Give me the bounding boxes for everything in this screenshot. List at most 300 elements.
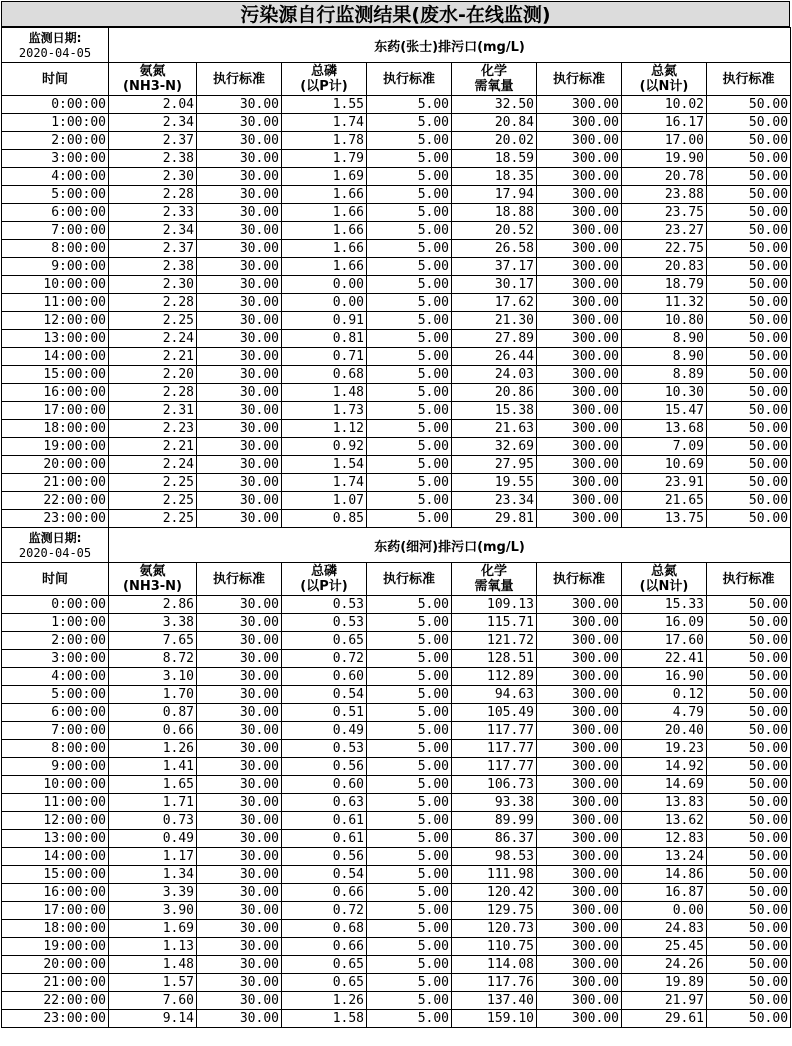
cell-total-nitrogen: 23.88 bbox=[622, 186, 707, 204]
cell-cod: 17.62 bbox=[452, 294, 537, 312]
cell-ammonia-nitrogen: 0.66 bbox=[109, 722, 197, 740]
cell-total-phosphorus: 0.60 bbox=[282, 668, 367, 686]
cell-cod: 20.02 bbox=[452, 132, 537, 150]
cell-cod-standard: 300.00 bbox=[537, 956, 622, 974]
cell-nitrogen-standard: 50.00 bbox=[707, 114, 791, 132]
cell-phosphorus-standard: 5.00 bbox=[367, 150, 452, 168]
cell-total-phosphorus: 1.74 bbox=[282, 474, 367, 492]
cell-phosphorus-standard: 5.00 bbox=[367, 776, 452, 794]
table-row bbox=[2, 348, 791, 366]
table-row bbox=[2, 150, 791, 168]
cell-time: 18:00:00 bbox=[2, 920, 109, 938]
header-line-1: 总氮 bbox=[650, 64, 677, 79]
cell-time: 11:00:00 bbox=[2, 794, 109, 812]
header-cod-standard bbox=[537, 563, 622, 596]
cell-ammonia-nitrogen: 2.25 bbox=[109, 510, 197, 528]
table-row bbox=[2, 132, 791, 150]
cell-phosphorus-standard: 5.00 bbox=[367, 992, 452, 1010]
header-line-2: (NH3-N) bbox=[123, 79, 182, 94]
cell-total-phosphorus: 0.54 bbox=[282, 686, 367, 704]
header-line-1: 氨氮 bbox=[139, 564, 166, 579]
table-row bbox=[2, 596, 791, 614]
cell-nitrogen-standard: 50.00 bbox=[707, 722, 791, 740]
cell-ammonia-nitrogen: 0.49 bbox=[109, 830, 197, 848]
cell-nitrogen-standard: 50.00 bbox=[707, 204, 791, 222]
cell-time: 6:00:00 bbox=[2, 204, 109, 222]
cell-ammonia-nitrogen: 7.60 bbox=[109, 992, 197, 1010]
cell-total-phosphorus: 0.85 bbox=[282, 510, 367, 528]
cell-nitrogen-standard: 50.00 bbox=[707, 884, 791, 902]
cell-total-phosphorus: 0.49 bbox=[282, 722, 367, 740]
cell-nitrogen-standard: 50.00 bbox=[707, 168, 791, 186]
header-total-nitrogen bbox=[622, 63, 707, 96]
cell-nitrogen-standard: 50.00 bbox=[707, 348, 791, 366]
cell-cod: 15.38 bbox=[452, 402, 537, 420]
table-row bbox=[2, 740, 791, 758]
cell-cod-standard: 300.00 bbox=[537, 632, 622, 650]
cell-nitrogen-standard: 50.00 bbox=[707, 902, 791, 920]
cell-nitrogen-standard: 50.00 bbox=[707, 150, 791, 168]
header-total-phosphorus bbox=[282, 63, 367, 96]
cell-total-nitrogen: 15.47 bbox=[622, 402, 707, 420]
cell-cod-standard: 300.00 bbox=[537, 312, 622, 330]
cell-ammonia-nitrogen: 2.31 bbox=[109, 402, 197, 420]
cell-ammonia-nitrogen: 2.38 bbox=[109, 150, 197, 168]
cell-cod: 105.49 bbox=[452, 704, 537, 722]
cell-ammonia-nitrogen: 2.33 bbox=[109, 204, 197, 222]
cell-cod-standard: 300.00 bbox=[537, 402, 622, 420]
cell-time: 23:00:00 bbox=[2, 1010, 109, 1028]
cell-total-phosphorus: 1.58 bbox=[282, 1010, 367, 1028]
cell-cod: 117.76 bbox=[452, 974, 537, 992]
cell-ammonia-nitrogen: 2.23 bbox=[109, 420, 197, 438]
cell-phosphorus-standard: 5.00 bbox=[367, 812, 452, 830]
cell-time: 19:00:00 bbox=[2, 438, 109, 456]
cell-total-phosphorus: 0.71 bbox=[282, 348, 367, 366]
header-total-phosphorus bbox=[282, 563, 367, 596]
table-row bbox=[2, 686, 791, 704]
cell-ammonia-nitrogen: 2.25 bbox=[109, 474, 197, 492]
cell-total-nitrogen: 25.45 bbox=[622, 938, 707, 956]
cell-ammonia-standard: 30.00 bbox=[197, 776, 282, 794]
cell-phosphorus-standard: 5.00 bbox=[367, 366, 452, 384]
cell-ammonia-standard: 30.00 bbox=[197, 330, 282, 348]
cell-cod: 17.94 bbox=[452, 186, 537, 204]
cell-time: 20:00:00 bbox=[2, 956, 109, 974]
cell-total-nitrogen: 20.83 bbox=[622, 258, 707, 276]
cell-nitrogen-standard: 50.00 bbox=[707, 492, 791, 510]
cell-time: 11:00:00 bbox=[2, 294, 109, 312]
cell-ammonia-standard: 30.00 bbox=[197, 992, 282, 1010]
cell-total-phosphorus: 0.91 bbox=[282, 312, 367, 330]
cell-phosphorus-standard: 5.00 bbox=[367, 1010, 452, 1028]
cell-total-phosphorus: 0.61 bbox=[282, 830, 367, 848]
cell-ammonia-nitrogen: 1.65 bbox=[109, 776, 197, 794]
cell-nitrogen-standard: 50.00 bbox=[707, 686, 791, 704]
cell-cod: 86.37 bbox=[452, 830, 537, 848]
cell-phosphorus-standard: 5.00 bbox=[367, 704, 452, 722]
cell-total-nitrogen: 13.75 bbox=[622, 510, 707, 528]
cell-cod: 120.42 bbox=[452, 884, 537, 902]
header-line-1: 执行标准 bbox=[722, 71, 775, 87]
cell-ammonia-standard: 30.00 bbox=[197, 312, 282, 330]
cell-time: 22:00:00 bbox=[2, 492, 109, 510]
cell-cod-standard: 300.00 bbox=[537, 132, 622, 150]
cell-ammonia-nitrogen: 2.24 bbox=[109, 330, 197, 348]
cell-ammonia-standard: 30.00 bbox=[197, 632, 282, 650]
header-cod bbox=[452, 63, 537, 96]
cell-ammonia-standard: 30.00 bbox=[197, 474, 282, 492]
cell-ammonia-standard: 30.00 bbox=[197, 902, 282, 920]
cell-time: 23:00:00 bbox=[2, 510, 109, 528]
table-row bbox=[2, 474, 791, 492]
cell-total-nitrogen: 20.78 bbox=[622, 168, 707, 186]
table-row bbox=[2, 650, 791, 668]
cell-total-nitrogen: 23.27 bbox=[622, 222, 707, 240]
cell-cod-standard: 300.00 bbox=[537, 848, 622, 866]
cell-total-phosphorus: 0.66 bbox=[282, 938, 367, 956]
cell-total-phosphorus: 0.65 bbox=[282, 632, 367, 650]
cell-cod: 93.38 bbox=[452, 794, 537, 812]
cell-total-nitrogen: 18.79 bbox=[622, 276, 707, 294]
cell-time: 12:00:00 bbox=[2, 312, 109, 330]
cell-phosphorus-standard: 5.00 bbox=[367, 740, 452, 758]
cell-total-phosphorus: 0.68 bbox=[282, 920, 367, 938]
table-row bbox=[2, 758, 791, 776]
cell-time: 14:00:00 bbox=[2, 348, 109, 366]
cell-total-nitrogen: 8.90 bbox=[622, 348, 707, 366]
cell-phosphorus-standard: 5.00 bbox=[367, 902, 452, 920]
cell-total-nitrogen: 29.61 bbox=[622, 1010, 707, 1028]
table-row bbox=[2, 1010, 791, 1028]
cell-total-phosphorus: 0.54 bbox=[282, 866, 367, 884]
cell-time: 10:00:00 bbox=[2, 276, 109, 294]
cell-nitrogen-standard: 50.00 bbox=[707, 222, 791, 240]
date-label: 监测日期: bbox=[28, 30, 82, 45]
cell-total-phosphorus: 0.00 bbox=[282, 276, 367, 294]
header-ammonia-standard bbox=[197, 63, 282, 96]
cell-cod: 115.71 bbox=[452, 614, 537, 632]
cell-ammonia-standard: 30.00 bbox=[197, 848, 282, 866]
cell-cod-standard: 300.00 bbox=[537, 492, 622, 510]
cell-total-phosphorus: 1.66 bbox=[282, 222, 367, 240]
cell-ammonia-nitrogen: 2.04 bbox=[109, 96, 197, 114]
cell-cod-standard: 300.00 bbox=[537, 902, 622, 920]
cell-cod: 23.34 bbox=[452, 492, 537, 510]
cell-nitrogen-standard: 50.00 bbox=[707, 758, 791, 776]
cell-nitrogen-standard: 50.00 bbox=[707, 1010, 791, 1028]
header-line-1: 执行标准 bbox=[552, 571, 605, 587]
table-row bbox=[2, 992, 791, 1010]
cell-ammonia-nitrogen: 3.10 bbox=[109, 668, 197, 686]
cell-total-nitrogen: 16.17 bbox=[622, 114, 707, 132]
cell-cod-standard: 300.00 bbox=[537, 474, 622, 492]
cell-cod: 128.51 bbox=[452, 650, 537, 668]
header-line-1: 时间 bbox=[41, 71, 68, 87]
table-body bbox=[2, 28, 791, 1028]
cell-phosphorus-standard: 5.00 bbox=[367, 330, 452, 348]
cell-nitrogen-standard: 50.00 bbox=[707, 402, 791, 420]
cell-nitrogen-standard: 50.00 bbox=[707, 132, 791, 150]
table-row bbox=[2, 974, 791, 992]
cell-total-phosphorus: 1.74 bbox=[282, 114, 367, 132]
cell-time: 10:00:00 bbox=[2, 776, 109, 794]
cell-cod-standard: 300.00 bbox=[537, 668, 622, 686]
table-row bbox=[2, 492, 791, 510]
cell-nitrogen-standard: 50.00 bbox=[707, 650, 791, 668]
cell-ammonia-nitrogen: 1.69 bbox=[109, 920, 197, 938]
cell-time: 1:00:00 bbox=[2, 114, 109, 132]
cell-time: 22:00:00 bbox=[2, 992, 109, 1010]
cell-ammonia-nitrogen: 1.70 bbox=[109, 686, 197, 704]
cell-cod: 106.73 bbox=[452, 776, 537, 794]
report-title: 污染源自行监测结果(废水-在线监测) bbox=[1, 1, 790, 27]
cell-cod: 117.77 bbox=[452, 740, 537, 758]
cell-total-phosphorus: 1.07 bbox=[282, 492, 367, 510]
cell-nitrogen-standard: 50.00 bbox=[707, 186, 791, 204]
table-row bbox=[2, 866, 791, 884]
header-line-1: 化学 bbox=[480, 64, 507, 79]
cell-total-nitrogen: 7.09 bbox=[622, 438, 707, 456]
cell-nitrogen-standard: 50.00 bbox=[707, 596, 791, 614]
cell-time: 8:00:00 bbox=[2, 240, 109, 258]
monitoring-date-cell bbox=[2, 528, 109, 563]
header-line-1: 化学 bbox=[480, 564, 507, 579]
cell-total-nitrogen: 10.30 bbox=[622, 384, 707, 402]
table-row bbox=[2, 848, 791, 866]
cell-cod: 112.89 bbox=[452, 668, 537, 686]
cell-total-nitrogen: 13.83 bbox=[622, 794, 707, 812]
cell-phosphorus-standard: 5.00 bbox=[367, 632, 452, 650]
cell-cod-standard: 300.00 bbox=[537, 758, 622, 776]
cell-nitrogen-standard: 50.00 bbox=[707, 938, 791, 956]
header-phosphorus-standard bbox=[367, 563, 452, 596]
cell-phosphorus-standard: 5.00 bbox=[367, 722, 452, 740]
cell-phosphorus-standard: 5.00 bbox=[367, 614, 452, 632]
cell-total-phosphorus: 0.53 bbox=[282, 740, 367, 758]
cell-ammonia-standard: 30.00 bbox=[197, 276, 282, 294]
header-time bbox=[2, 563, 109, 596]
date-value: 2020-04-05 bbox=[18, 545, 92, 560]
table-row bbox=[2, 330, 791, 348]
cell-cod-standard: 300.00 bbox=[537, 1010, 622, 1028]
cell-cod-standard: 300.00 bbox=[537, 366, 622, 384]
cell-ammonia-standard: 30.00 bbox=[197, 510, 282, 528]
cell-cod: 37.17 bbox=[452, 258, 537, 276]
cell-cod-standard: 300.00 bbox=[537, 204, 622, 222]
cell-time: 9:00:00 bbox=[2, 758, 109, 776]
cell-phosphorus-standard: 5.00 bbox=[367, 668, 452, 686]
cell-total-phosphorus: 0.00 bbox=[282, 294, 367, 312]
cell-total-nitrogen: 0.12 bbox=[622, 686, 707, 704]
table-row bbox=[2, 902, 791, 920]
table-row bbox=[2, 96, 791, 114]
header-line-2: (以N计) bbox=[639, 579, 689, 594]
header-line-1: 执行标准 bbox=[382, 71, 435, 87]
cell-total-phosphorus: 0.53 bbox=[282, 614, 367, 632]
date-label: 监测日期: bbox=[28, 530, 82, 545]
table-row bbox=[2, 920, 791, 938]
cell-cod-standard: 300.00 bbox=[537, 420, 622, 438]
cell-phosphorus-standard: 5.00 bbox=[367, 348, 452, 366]
cell-ammonia-nitrogen: 2.37 bbox=[109, 132, 197, 150]
cell-total-nitrogen: 8.89 bbox=[622, 366, 707, 384]
cell-nitrogen-standard: 50.00 bbox=[707, 776, 791, 794]
cell-cod: 109.13 bbox=[452, 596, 537, 614]
cell-cod-standard: 300.00 bbox=[537, 438, 622, 456]
cell-ammonia-standard: 30.00 bbox=[197, 830, 282, 848]
cell-cod: 18.88 bbox=[452, 204, 537, 222]
cell-ammonia-nitrogen: 0.73 bbox=[109, 812, 197, 830]
cell-cod: 110.75 bbox=[452, 938, 537, 956]
cell-total-phosphorus: 0.65 bbox=[282, 956, 367, 974]
cell-total-phosphorus: 1.66 bbox=[282, 258, 367, 276]
cell-ammonia-nitrogen: 0.87 bbox=[109, 704, 197, 722]
cell-cod-standard: 300.00 bbox=[537, 740, 622, 758]
cell-cod: 18.59 bbox=[452, 150, 537, 168]
cell-phosphorus-standard: 5.00 bbox=[367, 258, 452, 276]
cell-ammonia-nitrogen: 9.14 bbox=[109, 1010, 197, 1028]
cell-total-phosphorus: 0.68 bbox=[282, 366, 367, 384]
cell-ammonia-standard: 30.00 bbox=[197, 758, 282, 776]
cell-cod: 26.44 bbox=[452, 348, 537, 366]
cell-ammonia-nitrogen: 2.21 bbox=[109, 348, 197, 366]
cell-total-nitrogen: 13.68 bbox=[622, 420, 707, 438]
table-row bbox=[2, 956, 791, 974]
cell-total-phosphorus: 1.48 bbox=[282, 384, 367, 402]
table-row bbox=[2, 276, 791, 294]
cell-ammonia-standard: 30.00 bbox=[197, 650, 282, 668]
table-row bbox=[2, 384, 791, 402]
cell-ammonia-nitrogen: 2.37 bbox=[109, 240, 197, 258]
cell-ammonia-standard: 30.00 bbox=[197, 492, 282, 510]
cell-ammonia-standard: 30.00 bbox=[197, 938, 282, 956]
cell-ammonia-standard: 30.00 bbox=[197, 812, 282, 830]
cell-ammonia-nitrogen: 3.90 bbox=[109, 902, 197, 920]
cell-total-nitrogen: 19.23 bbox=[622, 740, 707, 758]
cell-ammonia-nitrogen: 2.28 bbox=[109, 384, 197, 402]
cell-total-nitrogen: 16.90 bbox=[622, 668, 707, 686]
table-row bbox=[2, 632, 791, 650]
cell-nitrogen-standard: 50.00 bbox=[707, 510, 791, 528]
cell-cod-standard: 300.00 bbox=[537, 150, 622, 168]
header-ammonia-standard bbox=[197, 563, 282, 596]
table-row bbox=[2, 312, 791, 330]
cell-total-nitrogen: 10.69 bbox=[622, 456, 707, 474]
table-row bbox=[2, 168, 791, 186]
cell-ammonia-standard: 30.00 bbox=[197, 794, 282, 812]
cell-phosphorus-standard: 5.00 bbox=[367, 222, 452, 240]
cell-cod: 21.30 bbox=[452, 312, 537, 330]
report-sheet bbox=[1, 1, 790, 1028]
table-row bbox=[2, 366, 791, 384]
cell-phosphorus-standard: 5.00 bbox=[367, 510, 452, 528]
cell-nitrogen-standard: 50.00 bbox=[707, 848, 791, 866]
cell-ammonia-standard: 30.00 bbox=[197, 704, 282, 722]
cell-total-nitrogen: 22.41 bbox=[622, 650, 707, 668]
cell-phosphorus-standard: 5.00 bbox=[367, 938, 452, 956]
cell-cod-standard: 300.00 bbox=[537, 884, 622, 902]
header-total-nitrogen bbox=[622, 563, 707, 596]
header-line-1: 执行标准 bbox=[722, 571, 775, 587]
cell-total-phosphorus: 1.69 bbox=[282, 168, 367, 186]
cell-ammonia-nitrogen: 1.13 bbox=[109, 938, 197, 956]
cell-total-nitrogen: 21.65 bbox=[622, 492, 707, 510]
cell-ammonia-standard: 30.00 bbox=[197, 866, 282, 884]
cell-cod: 129.75 bbox=[452, 902, 537, 920]
cell-ammonia-standard: 30.00 bbox=[197, 384, 282, 402]
cell-nitrogen-standard: 50.00 bbox=[707, 366, 791, 384]
header-line-2: (以P计) bbox=[300, 79, 348, 94]
cell-total-phosphorus: 1.66 bbox=[282, 240, 367, 258]
cell-cod: 21.63 bbox=[452, 420, 537, 438]
date-value: 2020-04-05 bbox=[18, 45, 92, 60]
header-line-1: 总磷 bbox=[310, 64, 337, 79]
cell-cod-standard: 300.00 bbox=[537, 240, 622, 258]
cell-phosphorus-standard: 5.00 bbox=[367, 492, 452, 510]
table-row bbox=[2, 186, 791, 204]
cell-ammonia-nitrogen: 1.34 bbox=[109, 866, 197, 884]
cell-time: 16:00:00 bbox=[2, 384, 109, 402]
cell-total-phosphorus: 0.61 bbox=[282, 812, 367, 830]
table-row bbox=[2, 614, 791, 632]
cell-total-phosphorus: 0.66 bbox=[282, 884, 367, 902]
cell-ammonia-nitrogen: 1.71 bbox=[109, 794, 197, 812]
cell-time: 13:00:00 bbox=[2, 330, 109, 348]
header-line-1: 总氮 bbox=[650, 564, 677, 579]
cell-cod: 117.77 bbox=[452, 722, 537, 740]
cell-phosphorus-standard: 5.00 bbox=[367, 240, 452, 258]
cell-cod: 111.98 bbox=[452, 866, 537, 884]
cell-time: 0:00:00 bbox=[2, 596, 109, 614]
cell-ammonia-nitrogen: 1.57 bbox=[109, 974, 197, 992]
cell-cod-standard: 300.00 bbox=[537, 794, 622, 812]
cell-cod: 32.50 bbox=[452, 96, 537, 114]
cell-ammonia-standard: 30.00 bbox=[197, 974, 282, 992]
cell-phosphorus-standard: 5.00 bbox=[367, 384, 452, 402]
table-row bbox=[2, 240, 791, 258]
cell-total-phosphorus: 0.72 bbox=[282, 650, 367, 668]
cell-cod-standard: 300.00 bbox=[537, 812, 622, 830]
cell-ammonia-standard: 30.00 bbox=[197, 366, 282, 384]
cell-total-nitrogen: 4.79 bbox=[622, 704, 707, 722]
cell-cod-standard: 300.00 bbox=[537, 456, 622, 474]
header-line-2: (以P计) bbox=[300, 579, 348, 594]
cell-phosphorus-standard: 5.00 bbox=[367, 132, 452, 150]
cell-phosphorus-standard: 5.00 bbox=[367, 276, 452, 294]
cell-ammonia-nitrogen: 2.21 bbox=[109, 438, 197, 456]
cell-total-nitrogen: 10.02 bbox=[622, 96, 707, 114]
outlet-name: 东药(细河)排污口(mg/L) bbox=[109, 528, 791, 563]
cell-phosphorus-standard: 5.00 bbox=[367, 974, 452, 992]
cell-nitrogen-standard: 50.00 bbox=[707, 830, 791, 848]
header-line-1: 执行标准 bbox=[212, 571, 265, 587]
cell-nitrogen-standard: 50.00 bbox=[707, 330, 791, 348]
cell-time: 2:00:00 bbox=[2, 132, 109, 150]
cell-time: 15:00:00 bbox=[2, 366, 109, 384]
cell-total-phosphorus: 0.63 bbox=[282, 794, 367, 812]
cell-total-nitrogen: 24.83 bbox=[622, 920, 707, 938]
header-nitrogen-standard bbox=[707, 563, 791, 596]
header-line-2: (NH3-N) bbox=[123, 579, 182, 594]
cell-nitrogen-standard: 50.00 bbox=[707, 704, 791, 722]
cell-nitrogen-standard: 50.00 bbox=[707, 456, 791, 474]
cell-ammonia-standard: 30.00 bbox=[197, 132, 282, 150]
cell-ammonia-nitrogen: 3.39 bbox=[109, 884, 197, 902]
table-row bbox=[2, 776, 791, 794]
cell-phosphorus-standard: 5.00 bbox=[367, 474, 452, 492]
cell-time: 8:00:00 bbox=[2, 740, 109, 758]
